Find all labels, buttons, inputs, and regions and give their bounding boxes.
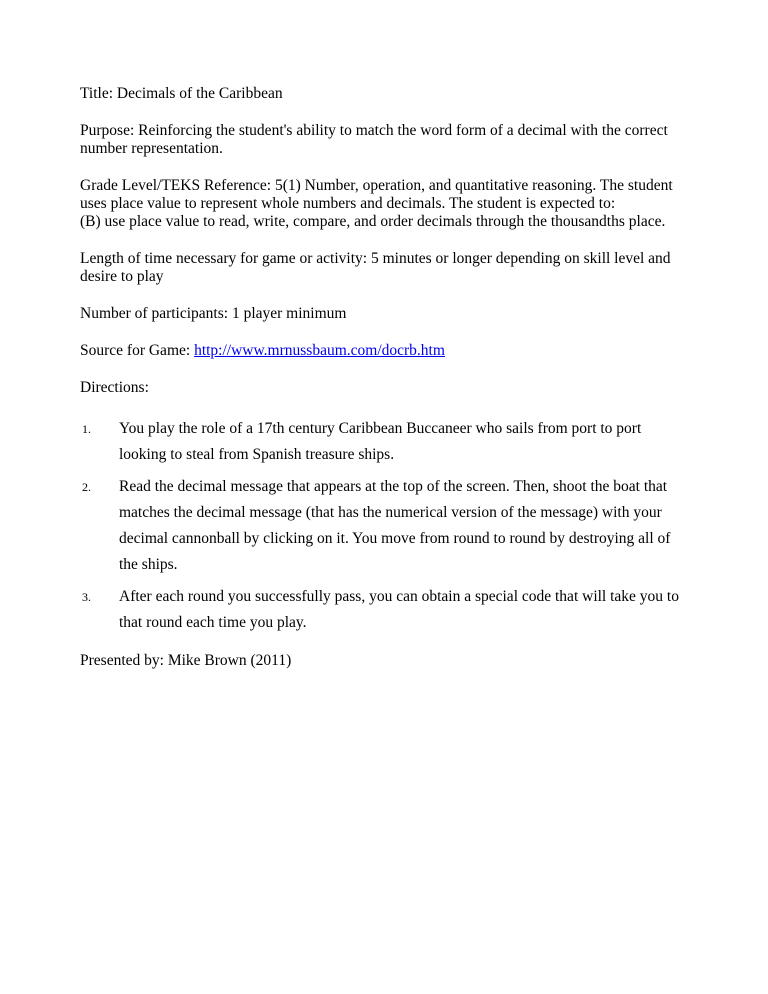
list-item-number: 1. [82,422,91,436]
purpose-paragraph: Purpose: Reinforcing the student's ability to match the word form of a decimal with the correct number representation. [80,122,668,157]
list-item [80,584,680,636]
list-item [80,474,680,578]
list-item-text: Read the decimal message that appears at the top of the screen. Then, shoot the boat that matches the decimal message (that has the numerical version of the message) with your decimal cannonball by clicking on it. You move from round to round by destroying all of the ships. [119,478,671,573]
grade-level-expectation: (B) use place value to read, write, compare, and order decimals through the thousandths place. [80,213,666,230]
directions-list [80,416,680,636]
length-paragraph: Length of time necessary for game or activity: 5 minutes or longer depending on skill level and desire to play [80,250,671,285]
grade-level-text: Grade Level/TEKS Reference: 5(1) Number, operation, and quantitative reasoning. The student uses place value to represent whole numbers and decimals. The student is expected to: [80,177,673,212]
list-item-number: 3. [82,590,91,604]
source-link[interactable]: http://www.mrnussbaum.com/docrb.htm [194,342,445,359]
document-page [80,85,680,689]
list-item-text: After each round you successfully pass, you can obtain a special code that will take you to that round each time you play. [119,588,679,631]
source-paragraph [80,342,680,360]
document-title: Title: Decimals of the Caribbean [80,85,283,102]
source-label: Source for Game: [80,342,195,359]
list-item-text: You play the role of a 17th century Caribbean Buccaneer who sails from port to port looking to steal from Spanish treasure ships. [119,420,642,463]
directions-list-wrapper [80,416,680,636]
directions-heading: Directions: [80,379,149,396]
list-item [80,416,680,468]
participants-paragraph: Number of participants: 1 player minimum [80,305,347,322]
list-item-number: 2. [82,480,91,494]
presented-by: Presented by: Mike Brown (2011) [80,652,292,669]
grade-level-paragraph [80,177,680,231]
